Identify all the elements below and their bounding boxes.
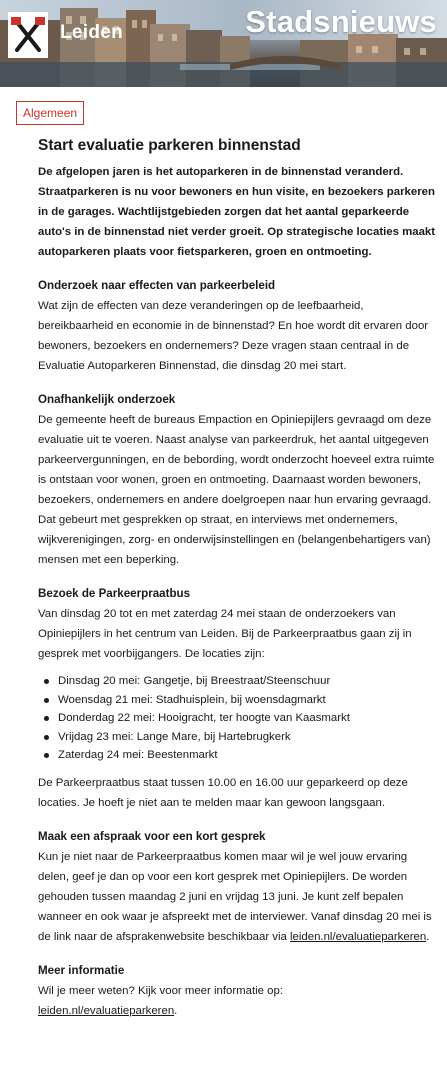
list-item: Woensdag 21 mei: Stadhuisplein, bij woensdagmarkt bbox=[38, 691, 438, 710]
section-text-body: Kun je niet naar de Parkeerpraatbus komen maar wil je wel jouw ervaring delen, geef je dan op voor een kort gesprek met Opiniepijlers. De worden gehouden tussen maandag 2 juni en vrijdag 13 juni. Je kunt zelf bepalen wanneer en ook waar je afspreekt met de interviewer. Vanaf dinsdag 20 mei is de link naar de afsprakenwebsite beschikbaar via bbox=[38, 850, 432, 943]
section-heading: Onderzoek naar effecten van parkeerbeleid bbox=[38, 279, 276, 292]
section-parkeerpraatbus bbox=[38, 584, 438, 813]
section-text bbox=[38, 981, 438, 1021]
list-item: Donderdag 22 mei: Hooigracht, ter hoogte van Kaasmarkt bbox=[38, 709, 438, 728]
section-text-after: De Parkeerpraatbus staat tussen 10.00 en 16.00 uur geparkeerd op deze locaties. Je hoeft je niet aan te melden maar kan gewoon langsgaan. bbox=[38, 776, 408, 809]
section-heading: Maak een afspraak voor een kort gesprek bbox=[38, 829, 266, 843]
section-heading: Onafhankelijk onderzoek bbox=[38, 393, 176, 406]
section-onafhankelijk bbox=[38, 390, 438, 570]
list-item: Dinsdag 20 mei: Gangetje, bij Breestraat/Steenschuur bbox=[38, 672, 438, 691]
section-text: Van dinsdag 20 tot en met zaterdag 24 mei staan de onderzoekers van Opiniepijlers in het centrum van Leiden. Bij de Parkeerpraatbus gaan zij in gesprek met voorbijgangers. De locaties zijn: bbox=[38, 608, 412, 660]
section-text: Wat zijn de effecten van deze veranderingen op de leefbaarheid, bereikbaarheid en economie in de binnenstad? En hoe wordt dit ervaren door bewoners, bezoekers en ondernemers? Deze vragen staan centraal in de Evaluatie Autoparkeren Binnenstad, die dinsdag 20 mei start. bbox=[38, 300, 429, 372]
locations-list bbox=[38, 672, 438, 765]
leiden-logo[interactable] bbox=[8, 12, 48, 58]
header-banner bbox=[0, 0, 447, 87]
article-title: Start evaluatie parkeren binnenstad bbox=[38, 137, 301, 154]
article-lead: De afgelopen jaren is het autoparkeren in de binnenstad veranderd. Straatparkeren is nu voor bewoners en hun visite, en bezoekers parkeren in de garages. Wachtlijstgebieden zorgen dat het aantal geparkeerde auto's in de binnenstad niet verder groeit. Op strategische locaties maakt autoparkeren plaats voor fietsparkeren, groen en ontmoeting. bbox=[38, 166, 436, 258]
evaluatieparkeren-link[interactable]: leiden.nl/evaluatieparkeren bbox=[38, 1004, 175, 1017]
section-text-body: Wil je meer weten? Kijk voor meer informatie op: bbox=[38, 984, 283, 997]
section-afspraak bbox=[38, 827, 438, 947]
list-item: Zaterdag 24 mei: Beestenmarkt bbox=[38, 746, 438, 765]
list-item: Vrijdag 23 mei: Lange Mare, bij Hartebrugkerk bbox=[38, 728, 438, 747]
section-heading: Bezoek de Parkeerpraatbus bbox=[38, 587, 191, 600]
evaluatieparkeren-link[interactable]: leiden.nl/evaluatieparkeren bbox=[290, 930, 427, 943]
section-onderzoek bbox=[38, 276, 438, 376]
section-text bbox=[38, 847, 438, 947]
section-heading: Meer informatie bbox=[38, 963, 125, 977]
category-tag[interactable]: Algemeen bbox=[16, 101, 84, 125]
logo-text: Leiden bbox=[60, 22, 124, 43]
link-suffix: . bbox=[426, 930, 430, 943]
article bbox=[38, 134, 438, 1035]
section-meer-informatie bbox=[38, 961, 438, 1021]
banner-title: Stadsnieuws bbox=[245, 4, 437, 39]
section-text: De gemeente heeft de bureaus Empaction en Opiniepijlers gevraagd om deze evaluatie uit te voeren. Naast analyse van parkeerdruk, het aantal uitgegeven parkeervergunningen, en de bebording, wordt onderzocht hoeveel extra ruimte is ontstaan voor wonen, groen en ontmoeting. Daarnaast worden bewoners, bezoekers, ondernemers en andere doelgroepen naar hun ervaring gevraagd. Dat gebeurt met gesprekken op straat, en interviews met ondernemers, wijkverenigingen, zorg- en onderwijsinstellingen en (belangenbehartigers van) mensen met een beperking. bbox=[38, 414, 435, 566]
leiden-keys-logo-icon bbox=[8, 12, 48, 58]
link-suffix: . bbox=[174, 1004, 178, 1017]
